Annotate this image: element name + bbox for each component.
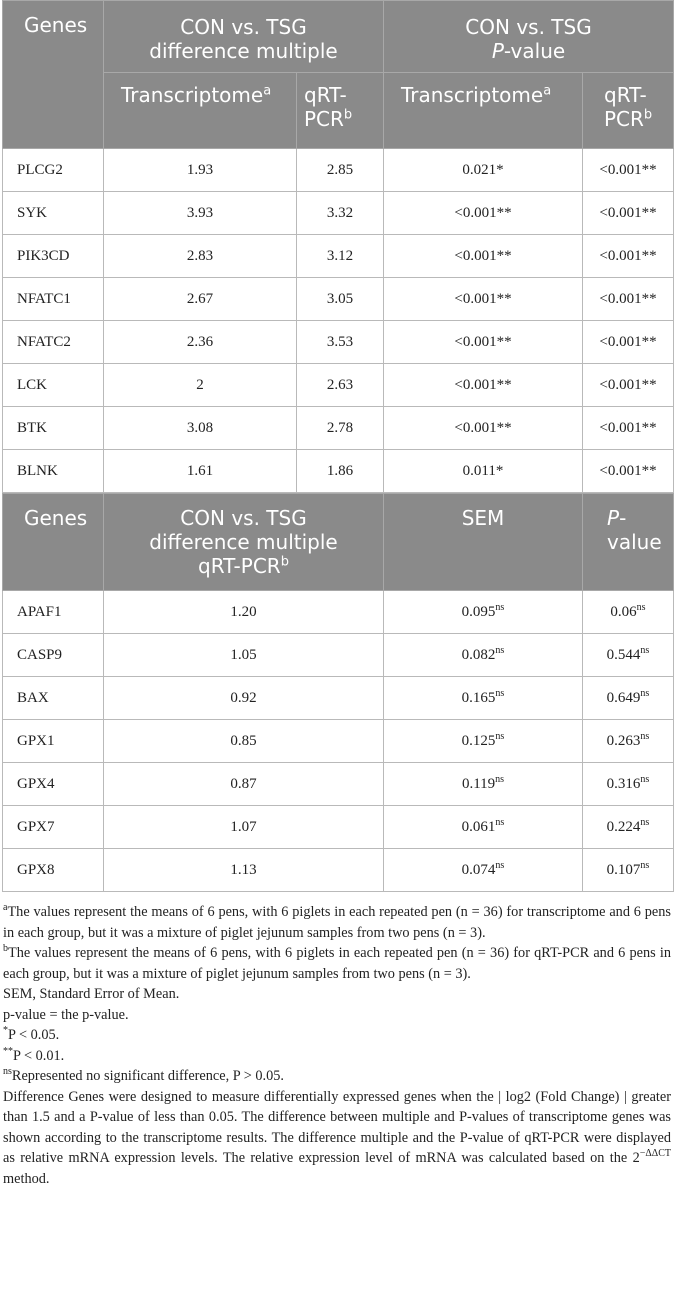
footnote-p05: *P < 0.05. [3,1025,60,1043]
transcriptome-diff-cell: 2 [104,364,297,407]
gene-cell: GPX7 [3,806,104,849]
p-cell: $0.649^{ns}$ [583,677,674,720]
header-genes: Genes [3,494,104,591]
transcriptome-p-cell: 0.011* [384,450,583,493]
table-row [3,321,674,364]
gene-cell: BAX [3,677,104,720]
transcriptome-diff-cell: 2.67 [104,278,297,321]
header-transcriptome-p: Transcriptome$^a$ [384,73,583,149]
sem-cell: $0.095^{ns}$ [384,591,583,634]
sem-cell: $0.165^{ns}$ [384,677,583,720]
diff-cell: 1.20 [104,591,384,634]
header-qrtpcr-diff: qRT- PCR$^b$ [297,73,384,149]
diff-cell: 1.05 [104,634,384,677]
transcriptome-diff-cell: 3.08 [104,407,297,450]
footnote-difference-genes: Difference Genes were designed to measure differentially expressed genes when the | log2 (Fold Change) | greater than 1.5 and a P-value of less than 0.05. The difference between multiple and P-values of transcriptome genes was shown according to the transcriptome results. The difference multiple and the P-value of qRT-PCR were displayed as relative mRNA expression levels. The relative expression level of mRNA was calculated based on the $2^{-\Delta\Delta CT}$ method. [3,1088,672,1187]
footnote-pvalue: p-value = the p-value. [3,1006,129,1023]
header-difference-multiple-qrtpcr: CON vs. TSG difference multiple qRT-PCR$^b$ [104,494,384,591]
gene-cell: BLNK [3,450,104,493]
qrtpcr-p-cell: <0.001** [583,192,674,235]
qrtpcr-diff-cell: 3.05 [297,278,384,321]
footnote-ns: $^{ns}$Represented no significant difference, P > 0.05. [3,1066,284,1084]
footnote-a: $^a$The values represent the means of 6 pens, with 6 piglets in each repeated pen (n = 36) for transcriptome and 6 pens in each group, but it was a mixture of piglet jejunum samples from two pens (n = 3). [3,902,671,941]
header-genes: Genes [3,1,104,149]
table-row [3,149,674,192]
qrtpcr-diff-cell: 3.12 [297,235,384,278]
gene-cell: BTK [3,407,104,450]
header-p-value: CON vs. TSG P-value [384,1,674,73]
footnote-sem: SEM, Standard Error of Mean. [3,986,180,1002]
header-transcriptome-diff: Transcriptome$^a$ [104,73,297,149]
gene-cell: CASP9 [3,634,104,677]
transcriptome-p-cell: <0.001** [384,364,583,407]
table-row [3,235,674,278]
table-row [3,806,674,849]
transcriptome-p-cell: <0.001** [384,321,583,364]
gene-cell: PIK3CD [3,235,104,278]
table-row [3,278,674,321]
table-footnotes [3,902,671,1189]
p-cell: $0.544^{ns}$ [583,634,674,677]
sem-cell: $0.119^{ns}$ [384,763,583,806]
gene-cell: NFATC2 [3,321,104,364]
qrtpcr-p-cell: <0.001** [583,364,674,407]
qrtpcr-p-cell: <0.001** [583,149,674,192]
sem-cell: $0.074^{ns}$ [384,849,583,892]
qrtpcr-diff-cell: 3.53 [297,321,384,364]
table-row [3,677,674,720]
transcriptome-p-cell: <0.001** [384,235,583,278]
p-cell: $0.224^{ns}$ [583,806,674,849]
qrtpcr-p-cell: <0.001** [583,407,674,450]
gene-cell: LCK [3,364,104,407]
p-cell: $0.316^{ns}$ [583,763,674,806]
p-cell: $0.107^{ns}$ [583,849,674,892]
qrtpcr-p-cell: <0.001** [583,235,674,278]
sem-cell: $0.061^{ns}$ [384,806,583,849]
table-row [3,720,674,763]
transcriptome-diff-cell: 2.36 [104,321,297,364]
table-row [3,192,674,235]
table-transcriptome-qrtpcr [2,0,674,493]
transcriptome-diff-cell: 3.93 [104,192,297,235]
qrtpcr-diff-cell: 1.86 [297,450,384,493]
table-apoptosis-genes [2,493,674,892]
qrtpcr-p-cell: <0.001** [583,321,674,364]
qrtpcr-diff-cell: 2.78 [297,407,384,450]
gene-cell: GPX4 [3,763,104,806]
table-row [3,450,674,493]
qrtpcr-p-cell: <0.001** [583,278,674,321]
gene-cell: SYK [3,192,104,235]
diff-cell: 0.92 [104,677,384,720]
qrtpcr-diff-cell: 2.63 [297,364,384,407]
transcriptome-p-cell: <0.001** [384,192,583,235]
transcriptome-diff-cell: 1.93 [104,149,297,192]
sem-cell: $0.125^{ns}$ [384,720,583,763]
diff-cell: 1.07 [104,806,384,849]
transcriptome-diff-cell: 1.61 [104,450,297,493]
table-row [3,763,674,806]
table-row [3,591,674,634]
transcriptome-p-cell: <0.001** [384,278,583,321]
table-row [3,407,674,450]
qrtpcr-diff-cell: 3.32 [297,192,384,235]
table-row [3,849,674,892]
gene-cell: NFATC1 [3,278,104,321]
diff-cell: 1.13 [104,849,384,892]
header-qrtpcr-p: qRT- PCR$^b$ [583,73,674,149]
gene-cell: GPX8 [3,849,104,892]
header-difference-multiple: CON vs. TSG difference multiple [104,1,384,73]
diff-cell: 0.87 [104,763,384,806]
gene-cell: PLCG2 [3,149,104,192]
transcriptome-p-cell: <0.001** [384,407,583,450]
footnote-p01: **P < 0.01. [3,1045,65,1064]
p-cell: $0.06^{ns}$ [583,591,674,634]
footnote-b: $^b$The values represent the means of 6 pens, with 6 piglets in each repeated pen (n = 36) for qRT-PCR and 6 pens in each group, but it was a mixture of piglet jejunum samples from two pens (n = 3). [3,943,671,982]
gene-cell: GPX1 [3,720,104,763]
transcriptome-diff-cell: 2.83 [104,235,297,278]
table-row [3,634,674,677]
gene-cell: APAF1 [3,591,104,634]
header-p-value: P- value [583,494,674,591]
qrtpcr-p-cell: <0.001** [583,450,674,493]
diff-cell: 0.85 [104,720,384,763]
sem-cell: $0.082^{ns}$ [384,634,583,677]
transcriptome-p-cell: 0.021* [384,149,583,192]
table-row [3,364,674,407]
p-cell: $0.263^{ns}$ [583,720,674,763]
qrtpcr-diff-cell: 2.85 [297,149,384,192]
header-sem: SEM [384,494,583,591]
